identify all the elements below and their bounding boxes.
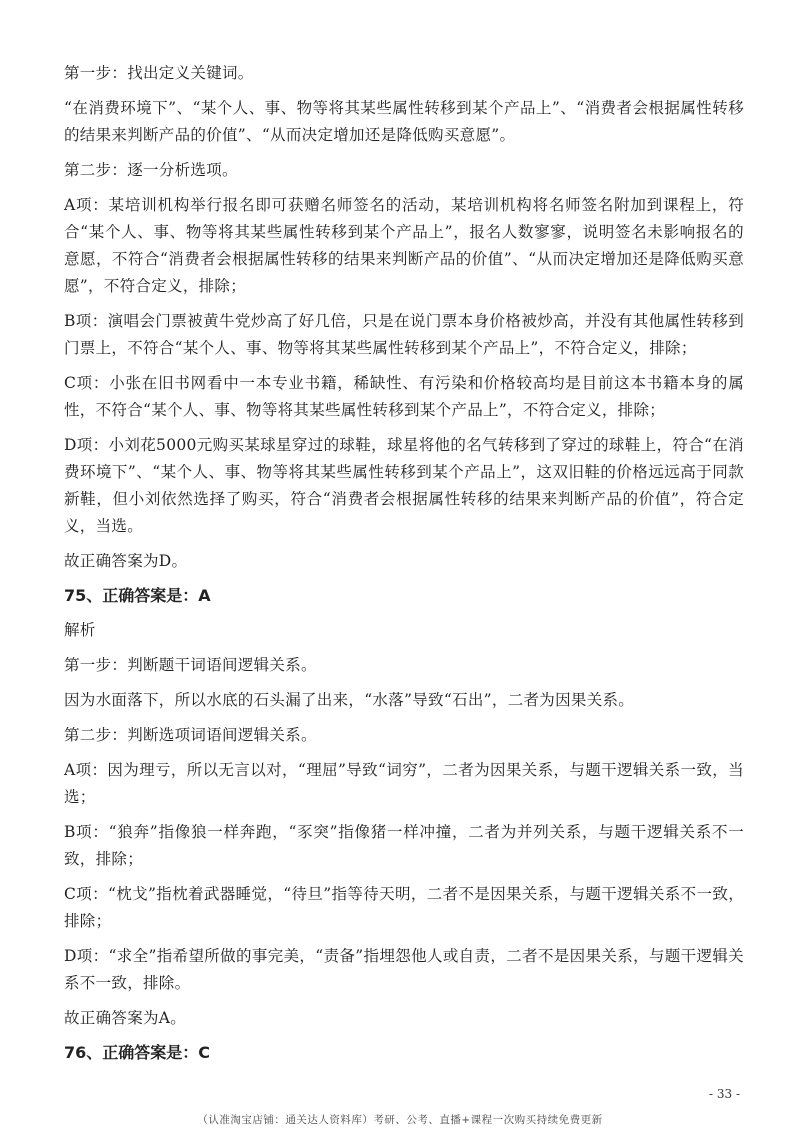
q74-option-c: C项：小张在旧书网看中一本专业书籍，稀缺性、有污染和价格较高均是目前这本书籍本身的属性，不符合“某个人、事、物等将其某些属性转移到某个产品上”，不符合定义，排除； (64, 374, 744, 419)
q74-step2-title: 第二步：逐一分析选项。 (64, 161, 238, 179)
q74-step1-title: 第一步：找出定义关键词。 (64, 64, 254, 82)
q75-option-b: B项：“狼奔”指像狼一样奔跑，“豕突”指像猪一样冲撞，二者为并列关系，与题干逻辑关系不一致，排除； (64, 823, 744, 868)
q75-option-d: D项：“求全”指希望所做的事完美，“责备”指埋怨他人或自责，二者不是因果关系，与题干逻辑关系不一致，排除。 (64, 947, 744, 992)
q75-option-c: C项：“枕戈”指枕着武器睡觉，“待旦”指等待天明，二者不是因果关系，与题干逻辑关系不一致，排除； (64, 885, 744, 930)
q75-analysis-label: 解析 (64, 621, 96, 639)
q74-option-b: B项：演唱会门票被黄牛党炒高了好几倍，只是在说门票本身价格被炒高，并没有其他属性转移到门票上，不符合“某个人、事、物等将其某些属性转移到某个产品上”，不符合定义，排除； (64, 312, 744, 357)
q76-heading: 76、正确答案是：C (64, 1043, 211, 1062)
q75-step1-title: 第一步：判断题干词语间逻辑关系。 (64, 656, 317, 674)
q74-step1-text: “在消费环境下”、“某个人、事、物等将其某些属性转移到某个产品上”、“消费者会根据属性转移的结果来判断产品的价值”、“从而决定增加还是降低购买意愿”。 (64, 99, 744, 144)
page-number: - 33 - (708, 1087, 740, 1101)
q75-heading: 75、正确答案是：A (64, 586, 211, 605)
q74-option-a: A项：某培训机构举行报名即可获赠名师签名的活动，某培训机构将名师签名附加到课程上，符合“某个人、事、物等将其某些属性转移到某个产品上”，报名人数寥寥，说明签名未影响报名的意愿，不符合“消费者会根据属性转移的结果来判断产品的价值”、“从而决定增加还是降低购买意愿”，不符合定义，排除； (64, 196, 744, 295)
q75-option-a: A项：因为理亏，所以无言以对，“理屈”导致“词穷”，二者为因果关系，与题干逻辑关系一致，当选； (64, 761, 744, 806)
q75-step2-title: 第二步：判断选项词语间逻辑关系。 (64, 726, 317, 744)
q75-step1-text: 因为水面落下，所以水底的石头漏了出来，“水落”导致“石出”，二者为因果关系。 (64, 691, 635, 709)
footer-note: （认准淘宝店铺：通关达人资料库）考研、公考、直播+课程一次购买持续免费更新 (197, 1114, 603, 1126)
document-body (64, 60, 744, 1074)
q74-conclusion: 故正确答案为D。 (64, 552, 188, 570)
q75-conclusion: 故正确答案为A。 (64, 1009, 187, 1027)
q74-option-d: D项：小刘花5000元购买某球星穿过的球鞋，球星将他的名气转移到了穿过的球鞋上，符合“在消费环境下”、“某个人、事、物等将其某些属性转移到某个产品上”，这双旧鞋的价格远远高于同款新鞋，但小刘依然选择了购买，符合“消费者会根据属性转移的结果来判断产品的价值”，符合定义，当选。 (64, 436, 744, 535)
